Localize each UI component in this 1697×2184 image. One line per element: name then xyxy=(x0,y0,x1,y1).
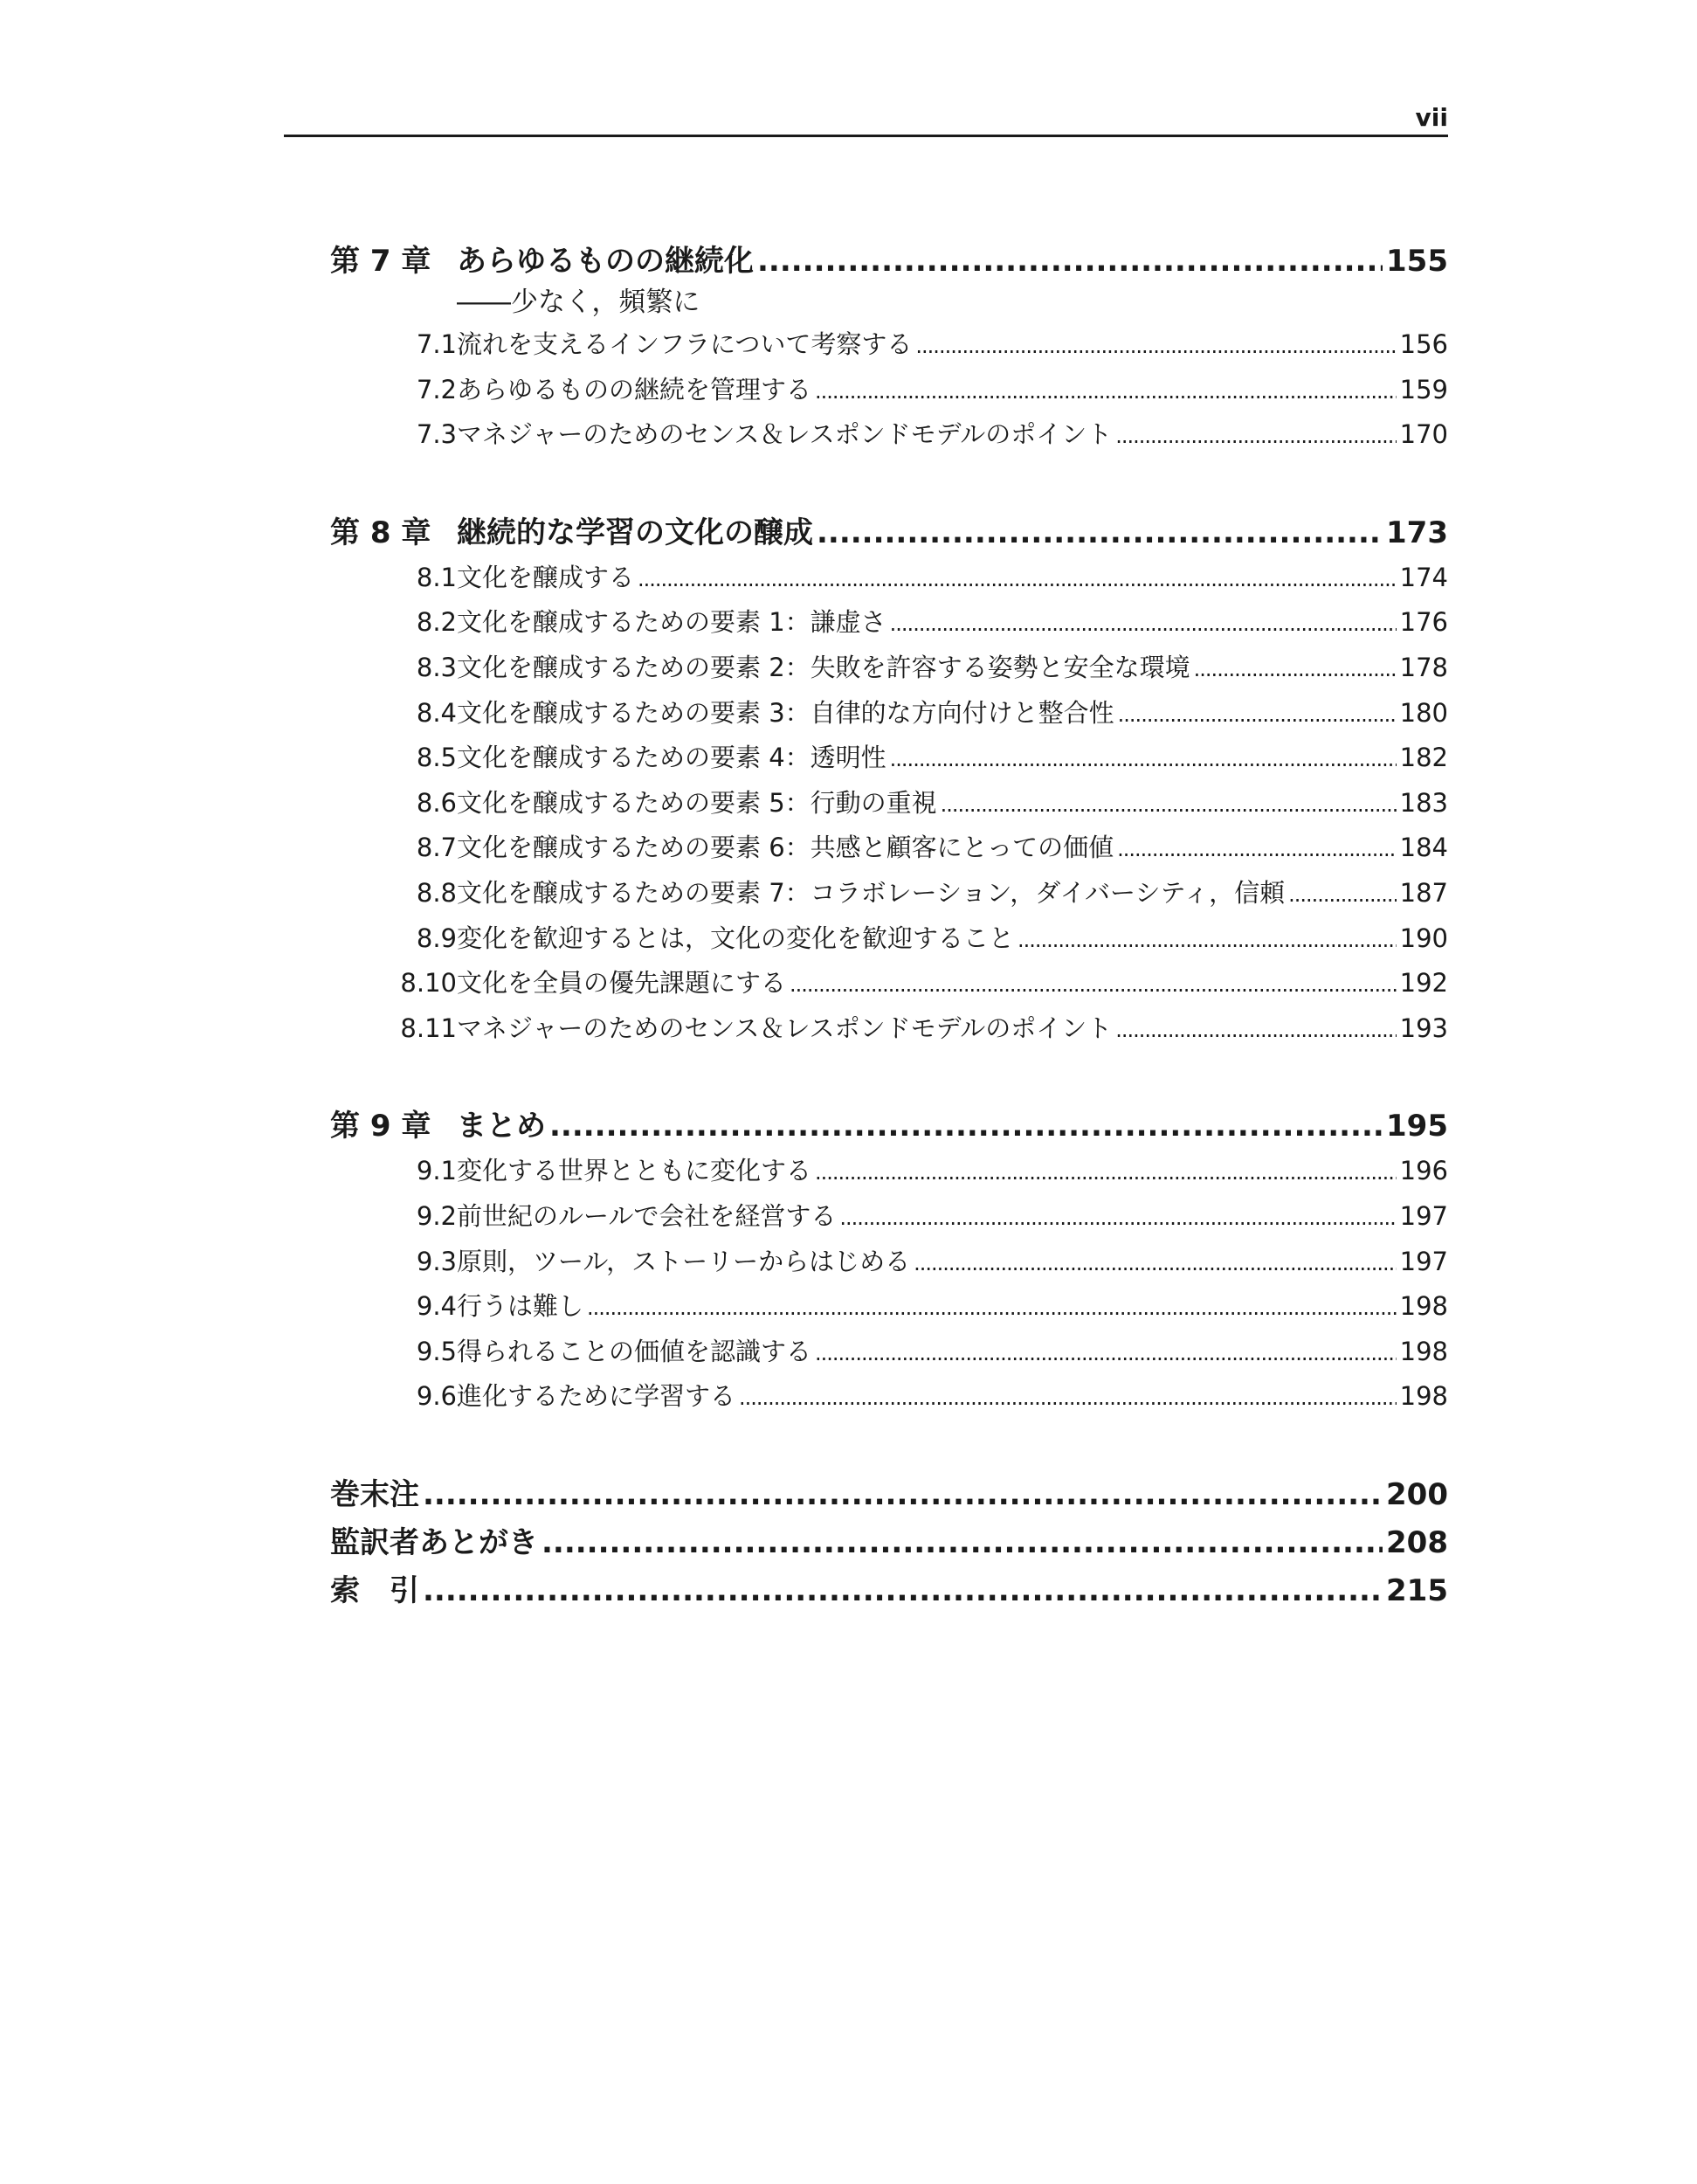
section-entry[interactable] xyxy=(330,556,1448,602)
section-title: 文化を醸成するための要素 1：謙虚さ xyxy=(457,607,886,638)
section-number: 8.7 xyxy=(416,833,457,863)
dot-leader xyxy=(1288,874,1397,917)
section-entry[interactable] xyxy=(330,1241,1448,1286)
section-entry[interactable] xyxy=(330,1150,1448,1195)
back-matter-entry[interactable] xyxy=(330,1567,1448,1615)
section-entry[interactable] xyxy=(330,323,1448,369)
section-page: 198 xyxy=(1399,1381,1448,1412)
section-number: 8.11 xyxy=(400,1013,457,1043)
chapter-heading[interactable] xyxy=(330,238,1448,285)
section-page: 196 xyxy=(1399,1156,1448,1186)
section-page: 198 xyxy=(1399,1336,1448,1366)
section-number: 8.6 xyxy=(416,787,457,818)
dot-leader xyxy=(1118,694,1397,737)
section-title: 行うは難し xyxy=(457,1291,584,1322)
section-page: 170 xyxy=(1399,419,1448,450)
section-title: あらゆるものの継続を管理する xyxy=(457,374,812,404)
dot-leader xyxy=(587,1287,1397,1330)
dot-leader xyxy=(914,1242,1397,1286)
section-page: 178 xyxy=(1399,652,1448,682)
dot-leader xyxy=(757,238,1383,285)
section-number: 9.1 xyxy=(416,1156,457,1186)
section-title: 流れを支えるインフラについて考察する xyxy=(457,329,913,359)
dot-leader xyxy=(839,1197,1396,1241)
section-entry[interactable] xyxy=(330,369,1448,414)
section-number: 8.1 xyxy=(416,562,457,592)
dot-leader xyxy=(1115,1009,1396,1053)
back-matter-title: 巻末注 xyxy=(330,1476,419,1512)
section-entry[interactable] xyxy=(330,736,1448,782)
chapter-number: 第 9 章 xyxy=(330,1109,431,1144)
section-page: 197 xyxy=(1399,1246,1448,1276)
section-number: 8.10 xyxy=(400,968,457,999)
section-title: 得られることの価値を認識する xyxy=(457,1336,812,1366)
section-number: 8.9 xyxy=(416,923,457,953)
section-number: 7.3 xyxy=(416,419,457,450)
section-entry[interactable] xyxy=(330,413,1448,459)
section-number: 8.5 xyxy=(416,743,457,773)
dot-leader xyxy=(1115,415,1396,459)
chapter-9 xyxy=(330,1102,1448,1420)
section-entry[interactable] xyxy=(330,872,1448,917)
section-title: 原則，ツール，ストーリーからはじめる xyxy=(457,1246,911,1276)
section-entry[interactable] xyxy=(330,1007,1448,1053)
section-number: 7.2 xyxy=(416,374,457,404)
dot-leader xyxy=(790,964,1397,1007)
section-entry[interactable] xyxy=(330,646,1448,692)
section-title: 変化する世界とともに変化する xyxy=(457,1156,812,1186)
section-title: 変化を歓迎するとは，文化の変化を歓迎すること xyxy=(457,923,1015,953)
dot-leader xyxy=(423,1567,1383,1615)
chapter-8 xyxy=(330,509,1448,1053)
chapter-title: あらゆるものの継続化 xyxy=(457,244,754,279)
back-matter-title: 監訳者あとがき xyxy=(330,1524,538,1560)
section-entry[interactable] xyxy=(330,1195,1448,1241)
section-number: 9.6 xyxy=(416,1381,457,1412)
section-page: 198 xyxy=(1399,1291,1448,1322)
section-page: 180 xyxy=(1399,697,1448,728)
dot-leader xyxy=(890,738,1397,782)
section-title: 前世紀のルールで会社を経営する xyxy=(457,1200,837,1231)
back-matter xyxy=(330,1471,1448,1615)
section-entry[interactable] xyxy=(330,1375,1448,1420)
section-page: 187 xyxy=(1399,877,1448,908)
dot-leader xyxy=(815,1151,1397,1195)
chapter-page: 195 xyxy=(1386,1109,1448,1144)
header-rule xyxy=(284,135,1448,137)
section-title: マネジャーのためのセンス＆レスポンドモデルのポイント xyxy=(457,419,1113,450)
section-title: 文化を醸成するための要素 3：自律的な方向付けと整合性 xyxy=(457,697,1114,728)
section-page: 192 xyxy=(1399,968,1448,999)
section-entry[interactable] xyxy=(330,601,1448,646)
dot-leader xyxy=(815,1332,1397,1376)
section-number: 9.5 xyxy=(416,1336,457,1366)
section-number: 9.4 xyxy=(416,1291,457,1322)
section-page: 190 xyxy=(1399,923,1448,953)
section-entry[interactable] xyxy=(330,826,1448,872)
chapter-heading[interactable] xyxy=(330,509,1448,556)
section-page: 183 xyxy=(1399,787,1448,818)
section-page: 156 xyxy=(1399,329,1448,359)
section-title: マネジャーのためのセンス＆レスポンドモデルのポイント xyxy=(457,1013,1113,1043)
page-number: vii xyxy=(1415,103,1448,132)
section-page: 174 xyxy=(1399,562,1448,592)
section-page: 159 xyxy=(1399,374,1448,404)
back-matter-page: 215 xyxy=(1386,1572,1448,1608)
chapter-heading[interactable] xyxy=(330,1102,1448,1150)
dot-leader xyxy=(1117,828,1397,872)
dot-leader xyxy=(638,558,1397,602)
section-entry[interactable] xyxy=(330,917,1448,963)
back-matter-page: 208 xyxy=(1386,1524,1448,1560)
dot-leader xyxy=(890,603,1397,646)
dot-leader xyxy=(817,509,1383,556)
chapter-number: 第 8 章 xyxy=(330,515,431,550)
section-number: 8.8 xyxy=(416,877,457,908)
section-number: 9.3 xyxy=(416,1246,457,1276)
section-number: 9.2 xyxy=(416,1200,457,1231)
chapter-title: まとめ xyxy=(457,1109,546,1144)
dot-leader xyxy=(1018,919,1397,963)
section-title: 文化を醸成するための要素 5：行動の重視 xyxy=(457,787,937,818)
chapter-page: 155 xyxy=(1386,244,1448,279)
section-title: 進化するために学習する xyxy=(457,1381,736,1412)
section-page: 184 xyxy=(1399,833,1448,863)
section-entry[interactable] xyxy=(330,1330,1448,1376)
section-title: 文化を醸成するための要素 2：失敗を許容する姿勢と安全な環境 xyxy=(457,652,1190,682)
back-matter-title: 索 引 xyxy=(330,1572,419,1608)
dot-leader xyxy=(941,784,1397,827)
back-matter-page: 200 xyxy=(1386,1476,1448,1512)
back-matter-entry[interactable] xyxy=(330,1519,1448,1567)
back-matter-entry[interactable] xyxy=(330,1471,1448,1519)
section-entry[interactable] xyxy=(330,782,1448,827)
chapter-title: 継続的な学習の文化の醸成 xyxy=(457,515,813,550)
section-page: 182 xyxy=(1399,743,1448,773)
table-of-contents xyxy=(330,238,1448,1615)
dot-leader xyxy=(739,1377,1397,1420)
section-page: 176 xyxy=(1399,607,1448,638)
chapter-subtitle: ――少なく，頻繁に xyxy=(457,287,700,318)
section-entry[interactable] xyxy=(330,692,1448,737)
section-entry[interactable] xyxy=(330,1285,1448,1330)
chapter-number: 第 7 章 xyxy=(330,244,431,279)
dot-leader xyxy=(423,1471,1383,1519)
section-number: 8.4 xyxy=(416,697,457,728)
chapter-page: 173 xyxy=(1386,515,1448,550)
chapter-7 xyxy=(330,238,1448,459)
section-title: 文化を醸成するための要素 6：共感と顧客にとっての価値 xyxy=(457,833,1114,863)
section-entry[interactable] xyxy=(330,962,1448,1007)
section-title: 文化を醸成するための要素 4：透明性 xyxy=(457,743,886,773)
dot-leader xyxy=(915,325,1396,369)
dot-leader xyxy=(549,1102,1383,1150)
dot-leader xyxy=(1194,648,1397,692)
section-title: 文化を醸成する xyxy=(457,562,635,592)
section-number: 8.3 xyxy=(416,652,457,682)
section-page: 193 xyxy=(1399,1013,1448,1043)
section-title: 文化を醸成するための要素 7：コラボレーション，ダイバーシティ，信頼 xyxy=(457,877,1286,908)
section-title: 文化を全員の優先課題にする xyxy=(457,968,787,999)
section-number: 8.2 xyxy=(416,607,457,638)
dot-leader xyxy=(542,1519,1383,1567)
section-number: 7.1 xyxy=(416,329,457,359)
dot-leader xyxy=(815,370,1397,414)
section-page: 197 xyxy=(1399,1200,1448,1231)
